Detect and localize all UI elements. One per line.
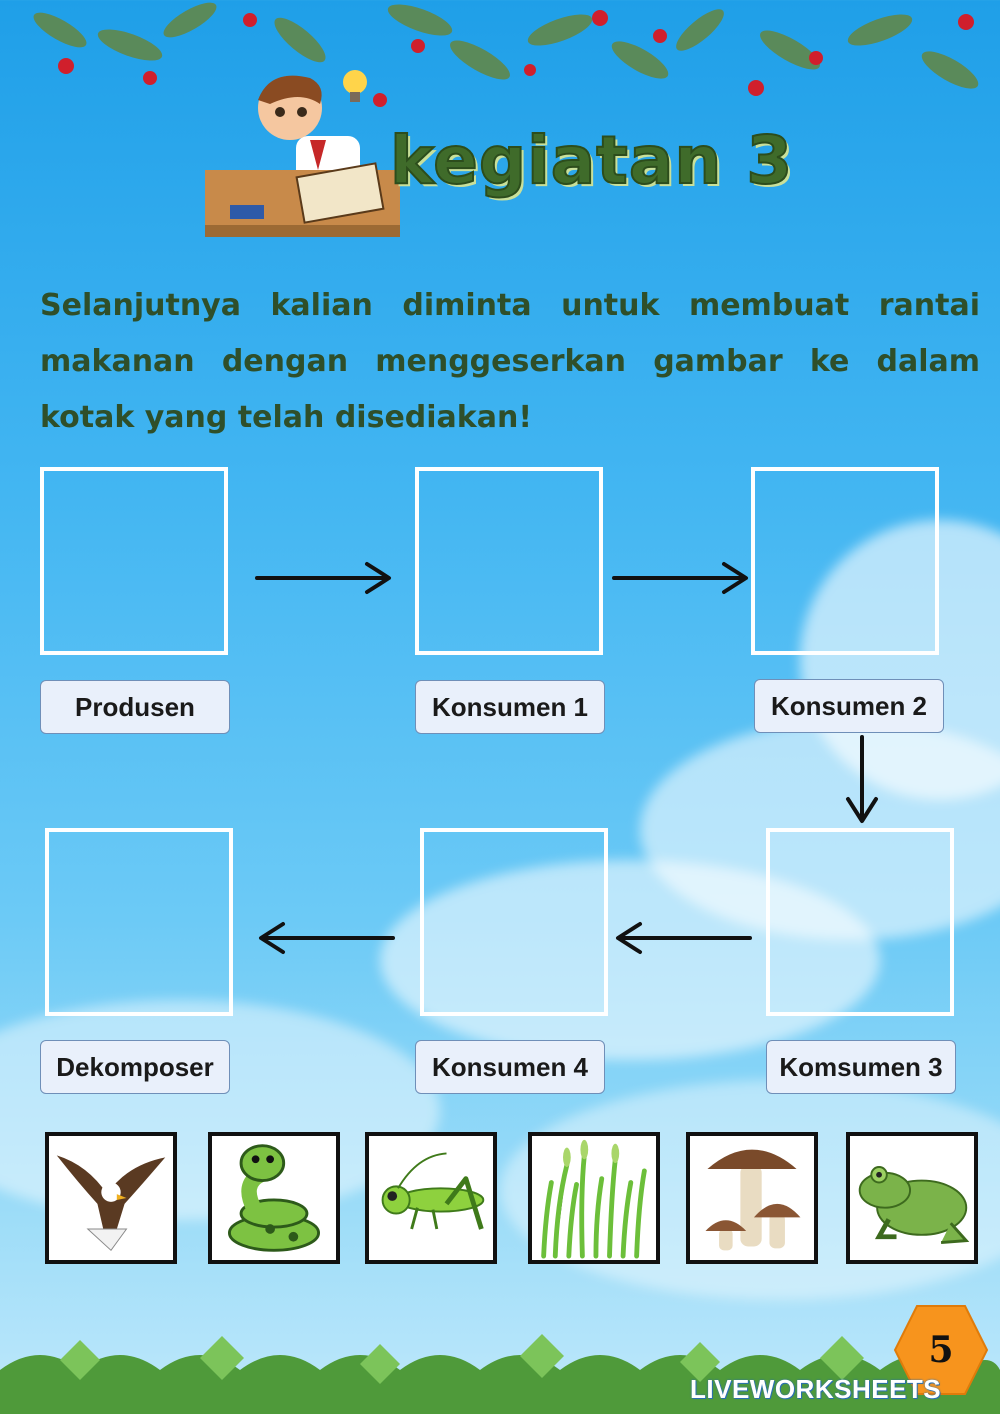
drop-box-konsumen-3[interactable] — [766, 828, 954, 1016]
frog-tile[interactable] — [846, 1132, 978, 1264]
mushroom-icon — [690, 1136, 814, 1260]
arrow-left-icon — [612, 920, 752, 956]
page-title: kegiatan 3 — [390, 122, 794, 199]
arrow-right-icon — [612, 560, 752, 596]
frog-icon — [850, 1136, 974, 1260]
eagle-icon — [49, 1136, 173, 1260]
grass-icon — [532, 1136, 656, 1260]
liveworksheets-watermark: LIVEWORKSHEETS — [690, 1374, 942, 1404]
drop-box-konsumen-2[interactable] — [751, 467, 939, 655]
label-konsumen-1: Konsumen 1 — [415, 680, 605, 734]
snake-tile[interactable] — [208, 1132, 340, 1264]
label-dekomposer: Dekomposer — [40, 1040, 230, 1094]
drop-box-konsumen-4[interactable] — [420, 828, 608, 1016]
grass-tile[interactable] — [528, 1132, 660, 1264]
drop-box-dekomposer[interactable] — [45, 828, 233, 1016]
instruction-text: Selanjutnya kalian diminta untuk membuat rantai makanan dengan menggeserkan gambar ke dalam kotak yang telah disediakan! — [40, 288, 980, 435]
label-konsumen-2: Konsumen 2 — [754, 679, 944, 733]
label-konsumen-4: Konsumen 4 — [415, 1040, 605, 1094]
grasshopper-icon — [369, 1136, 493, 1260]
label-konsumen-3: Komsumen 3 — [766, 1040, 956, 1094]
drop-box-produsen[interactable] — [40, 467, 228, 655]
grasshopper-tile[interactable] — [365, 1132, 497, 1264]
page-number: 5 — [928, 1329, 954, 1371]
student-illustration — [200, 60, 400, 240]
drop-box-konsumen-1[interactable] — [415, 467, 603, 655]
eagle-tile[interactable] — [45, 1132, 177, 1264]
mushroom-tile[interactable] — [686, 1132, 818, 1264]
label-produsen: Produsen — [40, 680, 230, 734]
arrow-right-icon — [255, 560, 395, 596]
snake-icon — [212, 1136, 336, 1260]
branch-decoration — [0, 0, 1000, 120]
arrow-left-icon — [255, 920, 395, 956]
arrow-down-icon — [842, 735, 882, 827]
